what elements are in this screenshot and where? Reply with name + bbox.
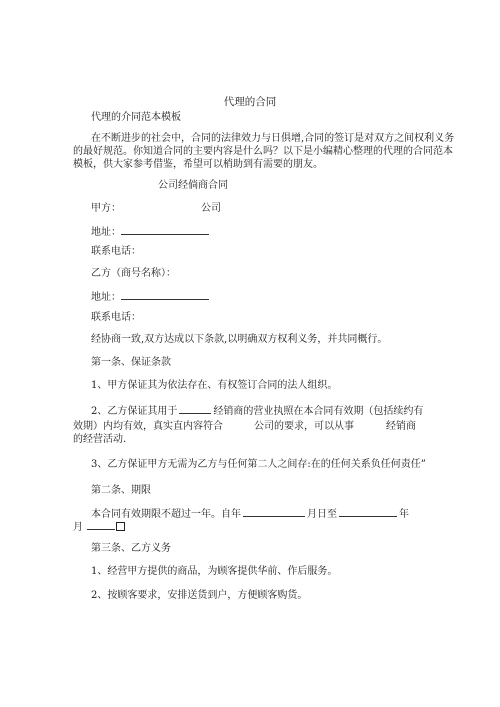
clause-1-3: 3、乙方保证甲方无需为乙方与任何第二人之间存:在的任何关系负任何责任” <box>91 459 426 470</box>
clause-1-2-line-a <box>91 404 423 418</box>
start-date-blank <box>243 507 305 517</box>
address-label-1: 地址： <box>91 227 121 238</box>
clause-1-2-line-b-part-1: 效期）内均有效，真实直内容符合 <box>73 421 223 432</box>
clause-1-2-pre: 2、乙方保证其用于 <box>91 406 178 417</box>
dealer-name-blank <box>179 404 211 414</box>
article-2-title: 第二条、期限 <box>91 485 151 496</box>
end-date-blank <box>339 507 397 517</box>
term-line-2 <box>73 520 125 534</box>
address-line-2 <box>91 290 209 304</box>
intro-line-1: 在不断进步的社会中，合同的法律效力与日俱增,合同的签订是对双方之间权利义务 <box>91 133 455 144</box>
term-line-1 <box>91 507 409 521</box>
phone-label-1: 联系电话： <box>91 246 141 257</box>
clause-1-2-line-b-part-2: 公司的要求，可以从事 <box>254 421 354 432</box>
document-title: 代理的合同 <box>223 96 277 108</box>
phone-label-2: 联系电话： <box>91 312 141 323</box>
term-line-pre: 本合同有效期限不超过一年。自年 <box>91 509 241 520</box>
address-blank-2 <box>121 290 209 300</box>
document-subtitle: 代理的介同范本模板 <box>91 112 181 123</box>
article-3-title: 第三条、乙方义务 <box>91 543 171 554</box>
intro-line-2: 的最好规范。你知道合同的主要内容是什么吗？以下是小编精心整理的代理的合同范本 <box>73 146 453 157</box>
address-line-1 <box>91 225 209 239</box>
contract-title: 公司经倘商合同 <box>158 180 228 191</box>
end-month-blank <box>87 520 115 530</box>
article-1-title: 第一条、保证条款 <box>91 357 171 368</box>
checkbox-square <box>116 522 125 531</box>
term-line-mid: 月日至 <box>307 509 337 520</box>
address-label-2: 地址： <box>91 292 121 303</box>
clause-1-2-line-b-part-3: 经销商 <box>386 421 416 432</box>
term-line-end: 年 <box>399 509 409 520</box>
agreement-line: 经协商一致,双方达成以下条款,以明确双方权利义务，并共同概行。 <box>91 334 388 345</box>
party-b-label: 乙方（商号名称）： <box>91 268 176 279</box>
address-blank-1 <box>121 225 209 235</box>
party-a-suffix: 公司 <box>201 203 221 214</box>
clause-3-2: 2、按顾客要求，安排送货到户，方便顾客购货。 <box>91 590 308 601</box>
party-a-label: 甲方： <box>91 203 121 214</box>
clause-3-1: 1、经营甲方提供的商品，为顾客提供华前、作后服务。 <box>91 566 338 577</box>
clause-1-1: 1、甲方保证其为依法存在、有权签订合同的法人组织。 <box>91 380 338 391</box>
clause-1-2-line-c: 的经营活动. <box>73 434 127 445</box>
term-line-2-pre: 月 <box>73 522 83 533</box>
clause-1-2-post: 经销商的营业执照在本合同有效期（包括续约有 <box>213 406 424 417</box>
intro-line-3: 模板，供大家参考借鉴，希望可以梢助到有需要的朋友。 <box>73 159 323 170</box>
